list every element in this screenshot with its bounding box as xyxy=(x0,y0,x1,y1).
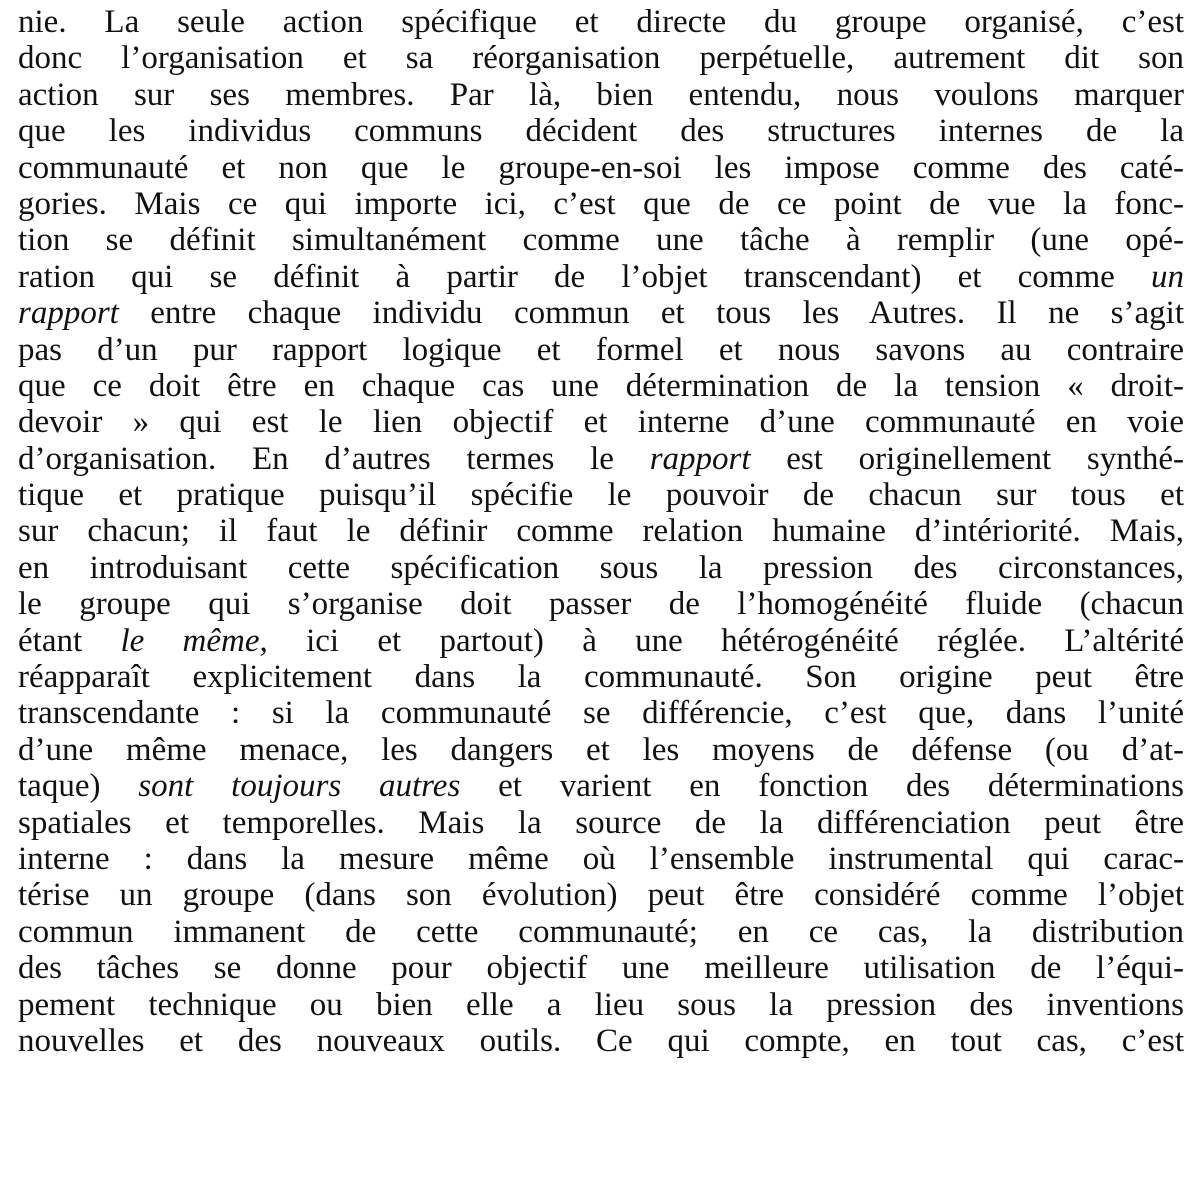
italic-emphasis: rapport xyxy=(649,440,751,477)
text-run: et varient en fonction des déterminations xyxy=(460,768,1184,805)
text-line: sur chacun; il faut le définir comme relation humaine d’intériorité. Mais, xyxy=(18,513,1184,550)
text-line: spatiales et temporelles. Mais la source de la différenciation peut être xyxy=(18,804,1184,841)
text-run: entre chaque individu commun et tous les Autres. Il ne s’agit xyxy=(118,295,1184,332)
text-line: tique et pratique puisqu’il spécifie le pouvoir de chacun sur tous et xyxy=(18,477,1184,514)
text-line xyxy=(18,259,1184,295)
italic-emphasis: le même xyxy=(120,622,260,659)
text-line: nie. La seule action spécifique et directe du groupe organisé, c’est xyxy=(18,4,1184,40)
text-line: en introduisant cette spécification sous la pression des circonstances, xyxy=(18,549,1184,586)
text-line: nouvelles et des nouveaux outils. Ce qui compte, en tout cas, c’est xyxy=(18,1022,1184,1059)
italic-emphasis: rapport xyxy=(18,295,119,332)
italic-emphasis: un xyxy=(1151,258,1184,295)
text-run: taque) xyxy=(18,768,139,805)
text-line: d’une même menace, les dangers et les moyens de défense (ou d’at- xyxy=(18,731,1184,768)
document-page xyxy=(18,4,1184,1059)
text-line: que ce doit être en chaque cas une détermination de la tension « droit- xyxy=(18,367,1184,404)
text-line: des tâches se donne pour objectif une meilleure utilisation de l’équi- xyxy=(18,950,1184,987)
text-line: transcendante : si la communauté se différencie, c’est que, dans l’unité xyxy=(18,695,1184,732)
text-line: pas d’un pur rapport logique et formel et nous savons au contraire xyxy=(18,331,1184,368)
italic-emphasis: sont toujours autres xyxy=(138,768,461,805)
text-line: réapparaît explicitement dans la communauté. Son origine peut être xyxy=(18,659,1184,696)
text-line: tion se définit simultanément comme une tâche à remplir (une opé- xyxy=(18,222,1184,259)
text-line xyxy=(18,768,1184,804)
text-line: donc l’organisation et sa réorganisation perpétuelle, autrement dit son xyxy=(18,40,1184,77)
text-line: que les individus communs décident des structures internes de la xyxy=(18,113,1184,150)
text-run: est originellement synthé- xyxy=(750,440,1185,477)
text-line: le groupe qui s’organise doit passer de l’homogénéité fluide (chacun xyxy=(18,586,1184,623)
text-run: ration qui se définit à partir de l’objet transcendant) et comme xyxy=(18,258,1115,295)
text-line xyxy=(18,295,1184,331)
text-run: étant xyxy=(18,622,121,659)
text-line: commun immanent de cette communauté; en ce cas, la distribution xyxy=(18,913,1184,950)
text-run: d’organisation. En d’autres termes le xyxy=(18,440,650,477)
text-line: devoir » qui est le lien objectif et interne d’une communauté en voie xyxy=(18,404,1184,441)
text-line: térise un groupe (dans son évolution) peut être considéré comme l’objet xyxy=(18,877,1184,914)
text-line: gories. Mais ce qui importe ici, c’est que de ce point de vue la fonc- xyxy=(18,185,1184,222)
text-line: pement technique ou bien elle a lieu sous la pression des inventions xyxy=(18,986,1184,1023)
text-line xyxy=(18,441,1184,477)
text-line: interne : dans la mesure même où l’ensemble instrumental qui carac- xyxy=(18,840,1184,877)
text-run: , ici et partout) à une hétérogénéité réglée. L’altérité xyxy=(259,622,1184,659)
text-line xyxy=(18,623,1184,659)
text-line: action sur ses membres. Par là, bien entendu, nous voulons marquer xyxy=(18,76,1184,113)
text-line: communauté et non que le groupe-en-soi les impose comme des caté- xyxy=(18,149,1184,186)
